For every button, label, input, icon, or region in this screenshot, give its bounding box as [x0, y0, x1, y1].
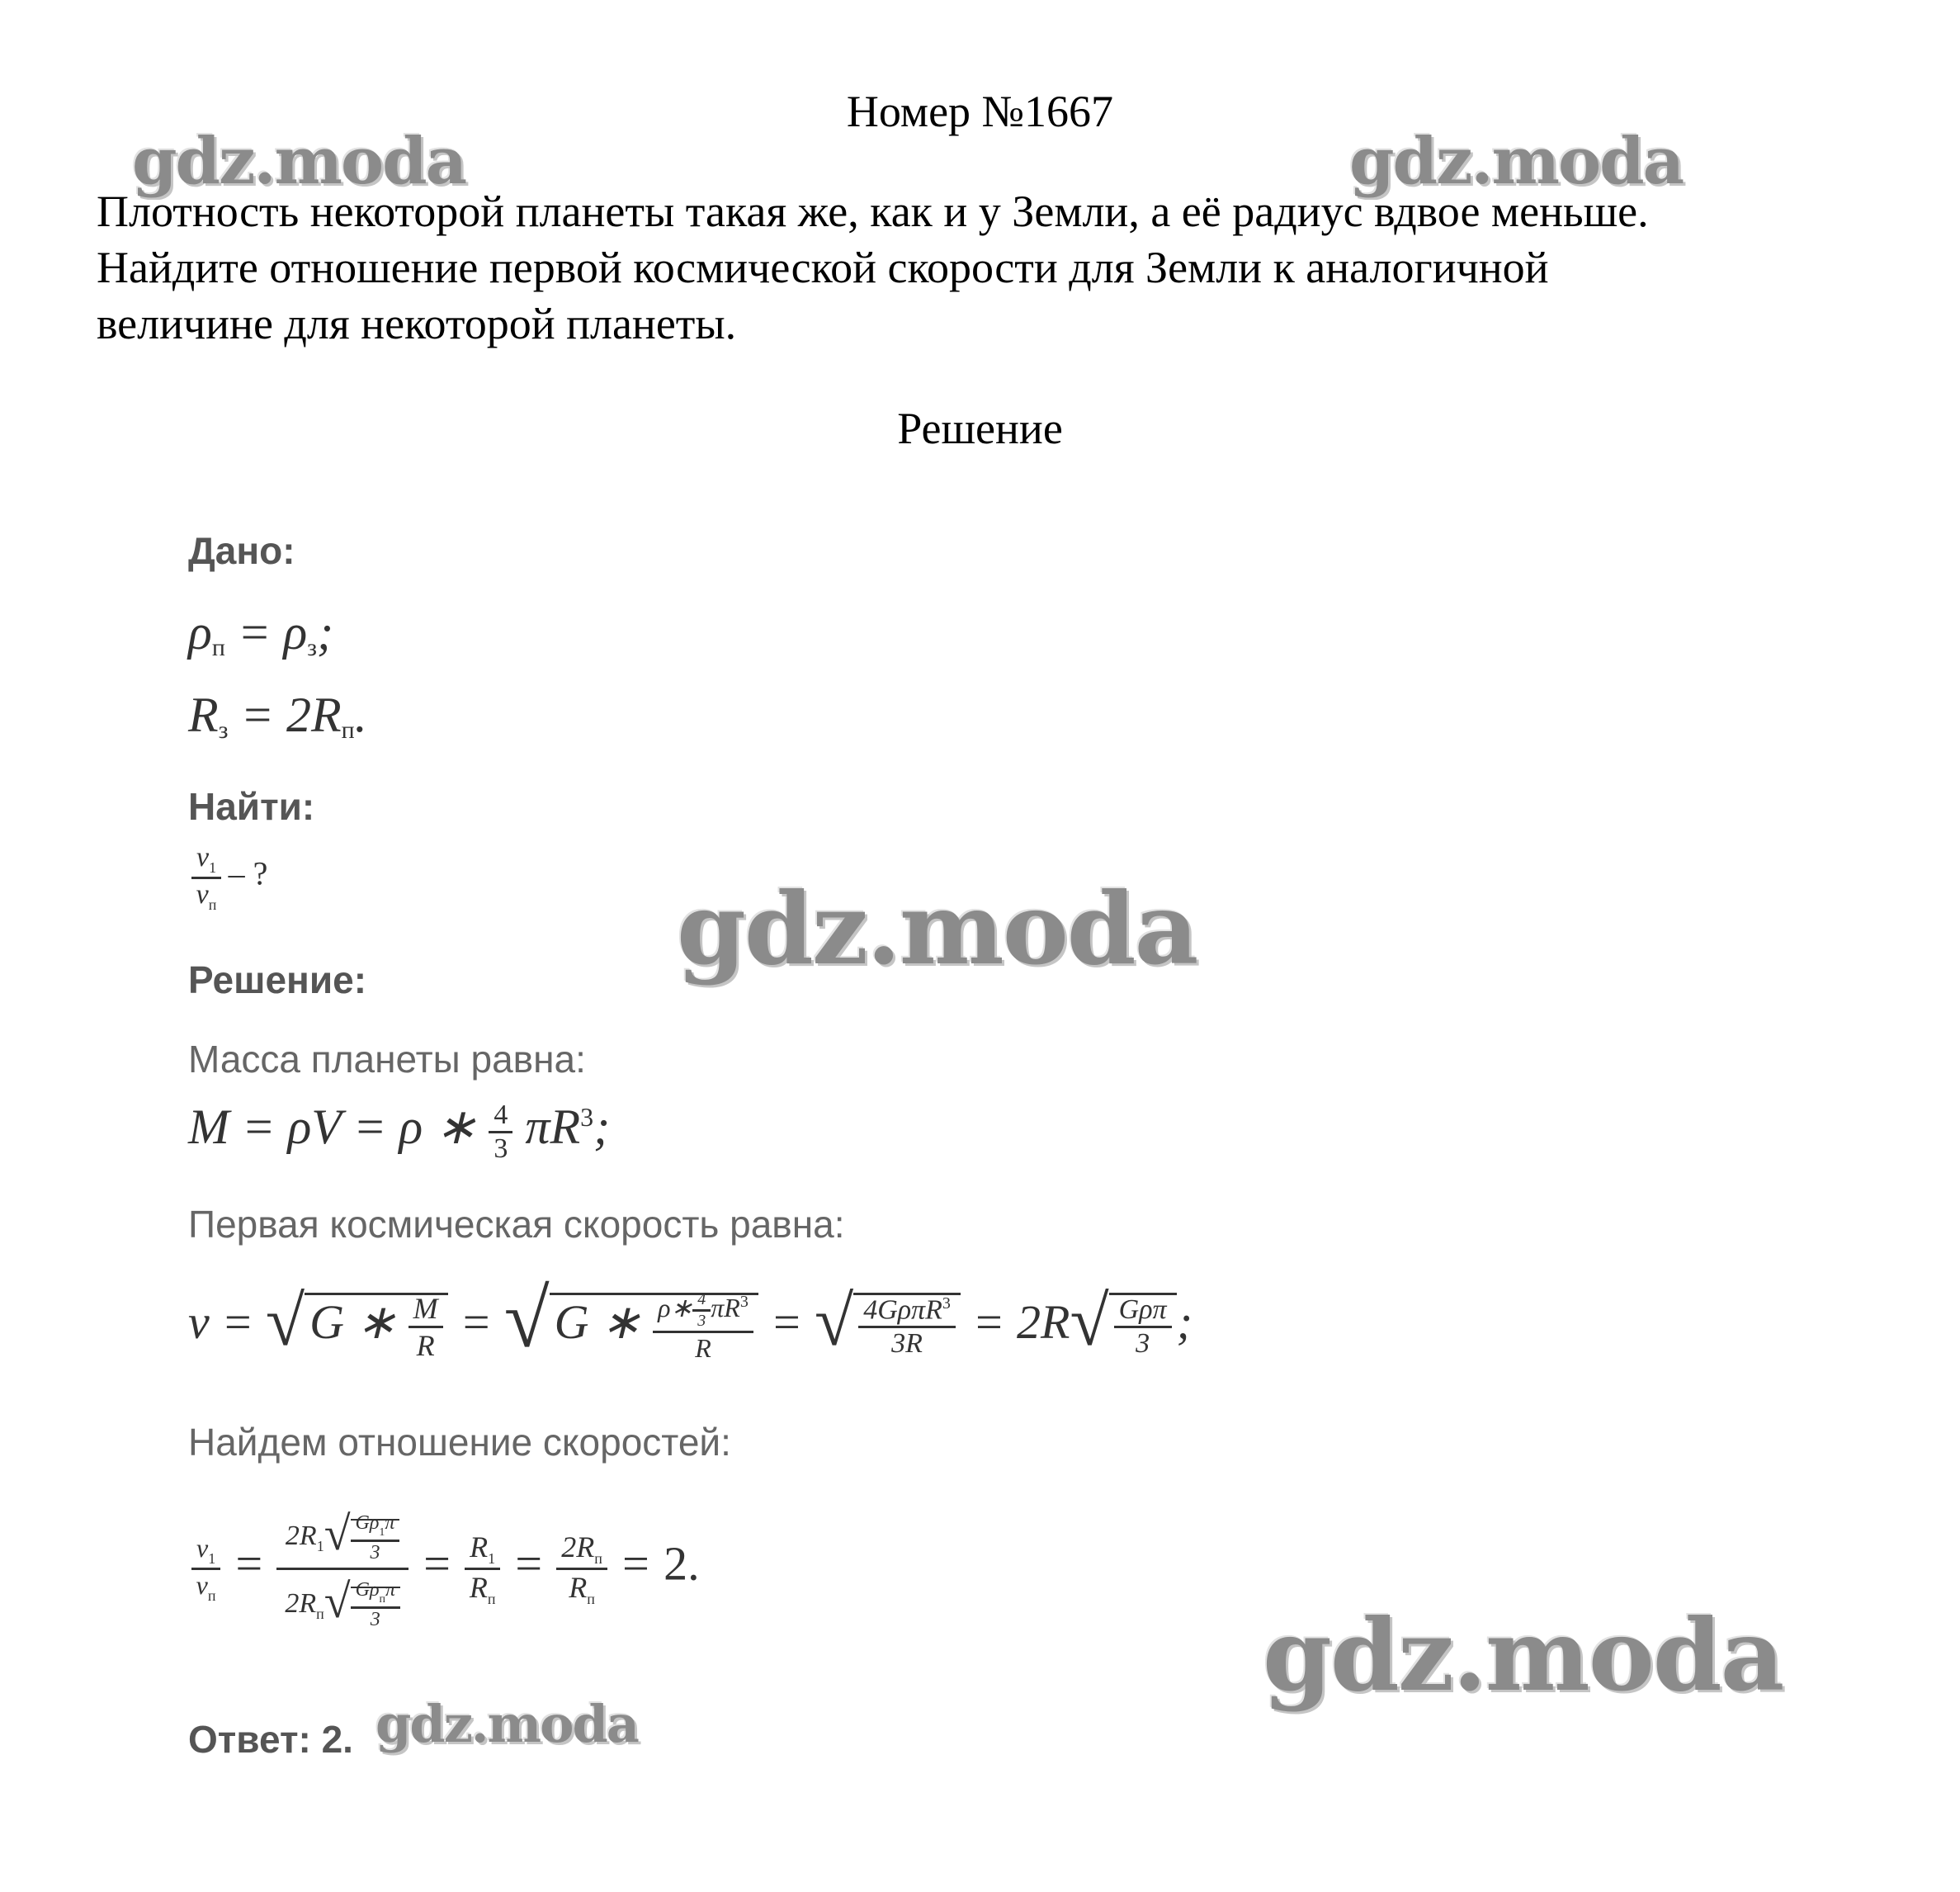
watermark-bottom-small: gdz.moda	[375, 1694, 638, 1754]
page-title: Номер №1667	[846, 87, 1114, 136]
watermark-center: gdz.moda	[677, 871, 1197, 987]
velocity-text: Первая космическая скорость равна:	[188, 1203, 845, 1246]
given-density-equation: $\rho_п = \rho_з$;	[188, 605, 334, 661]
solution-heading: Решение	[897, 404, 1063, 453]
problem-line: величине для некоторой планеты.	[97, 299, 737, 348]
problem-statement	[97, 183, 1912, 352]
ratio-formula: $\frac{v_1}{v_п}$ = $2R_1√$ $\frac{G\rho_1\pi}{3}$ $2R_п√$ $\frac{G\rho_п\pi}{3}$ = $\frac{R_1}{R_п}$ = $\frac{2R_п}{R_п}$ = 2.	[191, 1502, 700, 1634]
given-radius-equation: $R_з = 2R_п$.	[188, 688, 367, 744]
find-label: Найти:	[188, 785, 315, 828]
mass-text: Масса планеты равна:	[188, 1038, 586, 1081]
watermark-top-right: gdz.moda	[1349, 124, 1684, 199]
answer-label: Ответ: 2.	[188, 1718, 353, 1761]
given-label: Дано:	[188, 529, 295, 572]
problem-line: Плотность некоторой планеты такая же, как и у Земли, а её радиус вдвое меньше.	[97, 187, 1649, 236]
problem-line: Найдите отношение первой космической скорости для Земли к аналогичной	[97, 243, 1549, 292]
ratio-text: Найдем отношение скоростей:	[188, 1421, 731, 1464]
mass-formula: M = ρV = ρ ∗ $\frac{4}{3}$ $\pi R^3$;	[188, 1099, 611, 1164]
watermark-top-left: gdz.moda	[132, 124, 466, 199]
find-expression: $\frac{v_1}{v_п}$ – ?	[191, 842, 267, 914]
solution-label: Решение:	[188, 958, 367, 1001]
watermark-bottom-right: gdz.moda	[1263, 1597, 1783, 1714]
velocity-formula: v = √ G ∗ $\frac{M}{R}$ = √ G ∗ ρ∗ $\frac{4}{3}$ $\pi R^3$ R = √ $\frac{4G\rho\pi R^3}{3R}$ = 2R√ $\frac{\text{Gρπ}}{3}$ ;	[188, 1273, 1193, 1365]
